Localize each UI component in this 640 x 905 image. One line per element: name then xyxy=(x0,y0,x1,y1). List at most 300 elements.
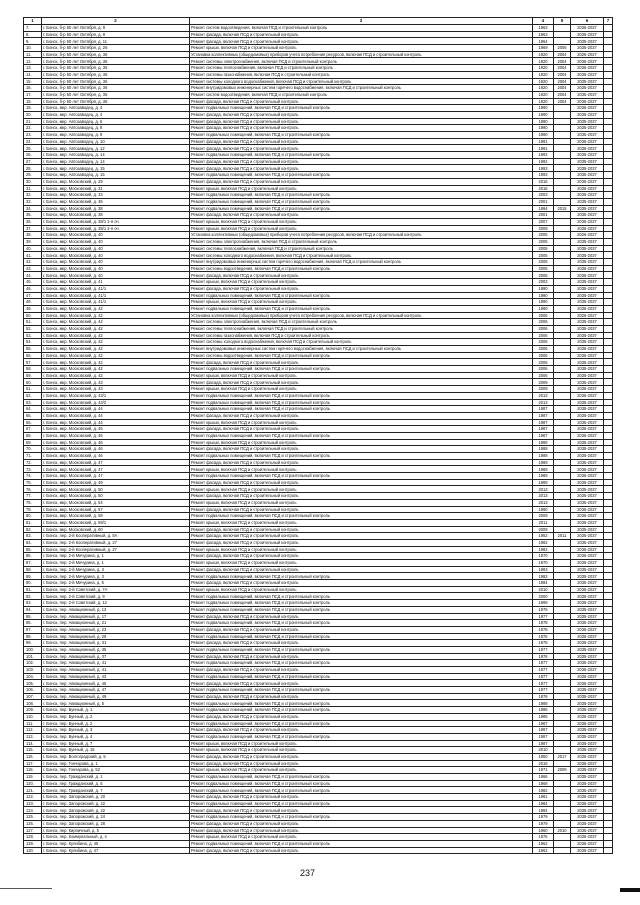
table-cell: 30. xyxy=(24,178,42,185)
table-cell: 2005 xyxy=(533,259,554,266)
table-row xyxy=(24,305,613,312)
table-row xyxy=(24,466,613,473)
table-cell: Ремонт крыши, включая ПСД и строительный контроль xyxy=(190,499,533,506)
table-cell: 66. xyxy=(24,419,42,426)
table-cell: г. Бонск, мкр. Московский, д. 42 xyxy=(42,339,190,346)
table-cell xyxy=(554,386,571,393)
table-cell: 2006 xyxy=(533,339,554,346)
table-cell: 7. xyxy=(24,25,42,32)
table-cell xyxy=(604,760,613,767)
table-cell: г. Бонск, мкр. Московский, д. 42 xyxy=(42,332,190,339)
table-cell xyxy=(604,245,613,252)
table-cell xyxy=(604,38,613,45)
table-row xyxy=(24,533,613,540)
table-cell: 2035-2037 xyxy=(571,379,604,386)
table-cell xyxy=(604,667,613,674)
table-cell xyxy=(604,105,613,112)
table-cell xyxy=(604,138,613,145)
table-cell: 2005 xyxy=(533,272,554,279)
table-cell: 1920 xyxy=(533,58,554,65)
table-cell: 95. xyxy=(24,613,42,620)
table-cell xyxy=(554,252,571,259)
table-cell: 2035-2037 xyxy=(571,693,604,700)
table-cell: Ремонт подвальных помещений, включая ПСД и строительный контроль xyxy=(190,105,533,112)
table-cell: 57. xyxy=(24,359,42,366)
table-cell: Ремонт системы газоснабжения, включая ПСД и строительный контроль xyxy=(190,71,533,78)
table-cell: Ремонт фасада, включая ПСД и строительный контроль xyxy=(190,426,533,433)
table-cell: г. Бонск, мкр. Московский, д. 42 xyxy=(42,319,190,326)
table-row xyxy=(24,225,613,232)
table-cell: 2035-2037 xyxy=(571,212,604,219)
table-cell: Ремонт фасада, включая ПСД и строительный контроль xyxy=(190,820,533,827)
table-cell: Ремонт фасада, включая ПСД и строительный контроль xyxy=(190,533,533,540)
table-cell: г. Бонск, мкр. Московский, д. 40 xyxy=(42,259,190,266)
table-cell xyxy=(604,580,613,587)
table-cell: 1977 xyxy=(533,680,554,687)
table-row xyxy=(24,700,613,707)
table-cell: Ремонт фасада, включая ПСД и строительный контроль xyxy=(190,125,533,132)
table-row xyxy=(24,774,613,781)
table-row xyxy=(24,613,613,620)
table-cell: 121. xyxy=(24,787,42,794)
table-cell: 2035-2037 xyxy=(571,91,604,98)
table-cell: 2035-2037 xyxy=(571,640,604,647)
table-cell: 105. xyxy=(24,680,42,687)
table-cell: 2035-2037 xyxy=(571,546,604,553)
table-cell: 2035-2037 xyxy=(571,513,604,520)
table-cell: 2009 xyxy=(533,513,554,520)
table-cell xyxy=(554,760,571,767)
table-cell: 124. xyxy=(24,807,42,814)
table-cell: 2006 xyxy=(533,312,554,319)
table-cell: Ремонт крыши, включая ПСД и строительный контроль xyxy=(190,560,533,567)
table-cell: 2011 xyxy=(554,533,571,540)
table-cell: 2006 xyxy=(533,359,554,366)
table-cell xyxy=(604,740,613,747)
table-cell: Ремонт фасада, включая ПСД и строительный контроль xyxy=(190,794,533,801)
table-cell: 1984 xyxy=(533,800,554,807)
table-cell xyxy=(604,700,613,707)
table-cell: 1999 xyxy=(533,600,554,607)
table-cell: 1991 xyxy=(533,138,554,145)
table-cell: Ремонт системы газоснабжения, включая ПСД и строительный контроль xyxy=(190,332,533,339)
table-cell: 1970 xyxy=(533,560,554,567)
table-cell: 2016 xyxy=(533,185,554,192)
table-cell: Ремонт подвальных помещений, включая ПСД и строительный контроль xyxy=(190,673,533,680)
table-cell: Ремонт подвальных помещений, включая ПСД и строительный контроль xyxy=(190,600,533,607)
table-cell: 93. xyxy=(24,600,42,607)
table-row xyxy=(24,432,613,439)
table-row xyxy=(24,111,613,118)
table-cell: г. Бонск, пер. Авиационный, д. 49 xyxy=(42,693,190,700)
table-cell xyxy=(604,25,613,32)
table-cell: 28. xyxy=(24,165,42,172)
table-cell: 100. xyxy=(24,646,42,653)
table-cell: 2035-2037 xyxy=(571,553,604,560)
table-cell: 2035-2037 xyxy=(571,372,604,379)
table-cell: 70. xyxy=(24,446,42,453)
table-cell: 51. xyxy=(24,319,42,326)
table-cell: 2006 xyxy=(554,45,571,52)
table-cell xyxy=(604,366,613,373)
table-cell xyxy=(604,359,613,366)
table-cell xyxy=(604,392,613,399)
table-cell xyxy=(604,727,613,734)
table-cell xyxy=(554,774,571,781)
table-cell xyxy=(554,593,571,600)
table-cell: г. Бонск, пер. 2-й Мичурина, д. 1 xyxy=(42,560,190,567)
table-cell: 2035-2037 xyxy=(571,319,604,326)
table-cell xyxy=(604,519,613,526)
table-cell: Ремонт подвальных помещений, включая ПСД и строительный контроль xyxy=(190,733,533,740)
table-cell: 1987 xyxy=(533,419,554,426)
table-cell: Ремонт подвальных помещений, включая ПСД и строительный контроль xyxy=(190,172,533,179)
table-row xyxy=(24,125,613,132)
table-cell: 1987 xyxy=(533,720,554,727)
table-row xyxy=(24,58,613,65)
table-cell: 1994 xyxy=(533,205,554,212)
table-cell: 2035-2037 xyxy=(571,486,604,493)
table-cell: Ремонт фасада, включая ПСД и строительный контроль xyxy=(190,553,533,560)
table-cell xyxy=(604,626,613,633)
table-cell: г. Бонск, пер. Гражданский, д. 1 xyxy=(42,774,190,781)
table-cell: 2035-2037 xyxy=(571,533,604,540)
table-row xyxy=(24,285,613,292)
table-cell: 2035-2037 xyxy=(571,787,604,794)
table-cell xyxy=(604,560,613,567)
table-cell: 1990 xyxy=(533,285,554,292)
table-row xyxy=(24,847,613,854)
table-cell xyxy=(554,740,571,747)
table-cell: 2009 xyxy=(533,379,554,386)
table-row xyxy=(24,673,613,680)
table-row xyxy=(24,25,613,32)
table-cell: Ремонт крыши, включая ПСД и строительный контроль xyxy=(190,279,533,286)
table-cell: Ремонт фасада, включая ПСД и строительный контроль xyxy=(190,493,533,500)
table-cell: г. Бонск, пер. Авиационный, д. 13 xyxy=(42,606,190,613)
table-row xyxy=(24,740,613,747)
table-cell xyxy=(604,780,613,787)
table-row xyxy=(24,212,613,219)
table-cell: 44. xyxy=(24,272,42,279)
table-cell: Ремонт фасада, включая ПСД и строительный контроль xyxy=(190,526,533,533)
table-cell: 2006 xyxy=(533,372,554,379)
table-cell xyxy=(604,820,613,827)
table-cell: г. Бонск, мкр. Московский, д. 41/1 xyxy=(42,292,190,299)
table-cell: 2035-2037 xyxy=(571,586,604,593)
table-cell xyxy=(604,513,613,520)
table-cell xyxy=(604,152,613,159)
table-cell xyxy=(604,312,613,319)
table-cell: 1983 xyxy=(533,566,554,573)
table-cell xyxy=(604,419,613,426)
table-cell: 31. xyxy=(24,185,42,192)
table-cell: 2035-2037 xyxy=(571,192,604,199)
table-cell: Ремонт фасада, включая ПСД и строительный контроль xyxy=(190,379,533,386)
table-cell xyxy=(604,499,613,506)
table-cell: 16. xyxy=(24,85,42,92)
table-cell: Ремонт подвальных помещений, включая ПСД и строительный контроль xyxy=(190,707,533,714)
table-cell: Установка коллективных (общедомовых) приборов учета потребления ресурсов, включая ПСД и строительный контроль xyxy=(190,232,533,239)
header-row xyxy=(24,18,613,25)
table-cell: 1920 xyxy=(533,65,554,72)
table-row xyxy=(24,325,613,332)
table-row xyxy=(24,98,613,105)
table-cell: 1990 xyxy=(533,299,554,306)
table-cell: 1969 xyxy=(533,45,554,52)
table-cell xyxy=(604,814,613,821)
table-cell: 1984 xyxy=(533,807,554,814)
table-cell: Установка коллективных (общедомовых) приборов учета потребления ресурсов, включая ПСД и строительный контроль xyxy=(190,51,533,58)
table-cell: 2035-2037 xyxy=(571,45,604,52)
table-cell xyxy=(554,138,571,145)
table-cell: Ремонт системы теплоснабжения, включая ПСД и строительный контроль xyxy=(190,65,533,72)
table-cell xyxy=(604,479,613,486)
table-cell: 2035-2037 xyxy=(571,753,604,760)
table-cell: г. Бонск, мкр. Московский, д. 49 xyxy=(42,479,190,486)
table-cell: 2035-2037 xyxy=(571,265,604,272)
table-cell: Ремонт подвальных помещений, включая ПСД и строительный контроль xyxy=(190,513,533,520)
table-cell xyxy=(604,733,613,740)
table-cell: 2004 xyxy=(554,85,571,92)
table-cell: Ремонт крыши, включая ПСД и строительный контроль xyxy=(190,299,533,306)
table-cell xyxy=(604,305,613,312)
table-cell: 1988 xyxy=(533,453,554,460)
table-cell: 72. xyxy=(24,459,42,466)
table-cell xyxy=(554,399,571,406)
table-cell xyxy=(554,31,571,38)
table-row xyxy=(24,780,613,787)
table-row xyxy=(24,499,613,506)
table-cell: г. Бонск, мкр. Московский, д. 42 xyxy=(42,305,190,312)
table-cell: Ремонт фасада, включая ПСД и строительный контроль xyxy=(190,158,533,165)
table-cell: Ремонт подвальных помещений, включая ПСД и строительный контроль xyxy=(190,453,533,460)
table-cell: 87. xyxy=(24,560,42,567)
table-cell: Ремонт внутридомовых инженерных систем горячего водоснабжения, включая ПСД и строительный контроль xyxy=(190,85,533,92)
table-cell: г. Бонск, мкр. Автозаводец, д. 4 xyxy=(42,105,190,112)
table-cell: г. Бонск, пер. Авиационный, д. 37 xyxy=(42,653,190,660)
table-cell: 1962 xyxy=(533,840,554,847)
table-cell: Ремонт фасада, включая ПСД и строительный контроль xyxy=(190,640,533,647)
table-cell: 107. xyxy=(24,693,42,700)
table-cell xyxy=(604,687,613,694)
table-cell: 2035-2037 xyxy=(571,526,604,533)
table-cell xyxy=(604,613,613,620)
table-row xyxy=(24,640,613,647)
table-cell: 125. xyxy=(24,814,42,821)
table-cell: г. Бонск, пер. 2-й Кооперативный, д. 27 xyxy=(42,539,190,546)
table-cell: 2004 xyxy=(554,91,571,98)
table-cell xyxy=(604,332,613,339)
table-cell: Ремонт фасада, включая ПСД и строительный контроль xyxy=(190,539,533,546)
table-cell: 115. xyxy=(24,747,42,754)
table-cell: 94. xyxy=(24,606,42,613)
table-cell xyxy=(604,466,613,473)
table-cell: Ремонт фасада, включая ПСД и строительный контроль xyxy=(190,98,533,105)
table-cell: г. Бонск, пер. Авиационный, д. 41 xyxy=(42,667,190,674)
table-cell xyxy=(604,526,613,533)
table-cell: 1975 xyxy=(533,606,554,613)
table-row xyxy=(24,91,613,98)
table-cell: Ремонт подвальных помещений, включая ПСД и строительный контроль xyxy=(190,399,533,406)
table-cell: Ремонт фасада, включая ПСД и строительный контроль xyxy=(190,667,533,674)
table-cell xyxy=(604,646,613,653)
table-cell: 2009 xyxy=(533,225,554,232)
table-cell xyxy=(554,506,571,513)
table-cell xyxy=(554,459,571,466)
table-cell: 2035-2037 xyxy=(571,419,604,426)
table-cell: 22. xyxy=(24,125,42,132)
table-cell: г. Бонск, пер. Бунный, д. 2 xyxy=(42,713,190,720)
table-cell: г. Бонск, мкр. Автозаводец, д. 6 xyxy=(42,118,190,125)
table-cell xyxy=(554,272,571,279)
table-cell: 1990 xyxy=(533,125,554,132)
table-cell xyxy=(554,780,571,787)
table-cell: г. Бонск, мкр. Московский, д. 47 xyxy=(42,473,190,480)
table-cell: г. Бонск, пер. 2-й Кооперативный, д. 27 xyxy=(42,546,190,553)
table-row xyxy=(24,800,613,807)
table-cell: 117. xyxy=(24,760,42,767)
table-cell: 1963 xyxy=(533,25,554,32)
table-cell: 1978 xyxy=(533,653,554,660)
table-cell: г. Бонск, пер. Гончарова, д. 52 xyxy=(42,767,190,774)
table-row xyxy=(24,279,613,286)
table-cell: 34. xyxy=(24,205,42,212)
table-row xyxy=(24,767,613,774)
table-cell: 91. xyxy=(24,586,42,593)
table-cell: г. Бонск, мкр. Московский, д. 33 xyxy=(42,192,190,199)
table-row xyxy=(24,733,613,740)
table-cell: Ремонт фасада, включая ПСД и строительный контроль xyxy=(190,178,533,185)
table-cell xyxy=(604,606,613,613)
table-cell xyxy=(554,419,571,426)
table-cell: Ремонт системы холодного водоснабжения, включая ПСД и строительный контроль xyxy=(190,339,533,346)
table-cell: 25. xyxy=(24,145,42,152)
table-cell xyxy=(554,245,571,252)
table-cell: 2035-2037 xyxy=(571,346,604,353)
table-cell xyxy=(554,626,571,633)
header-cell: 3 xyxy=(190,18,533,25)
table-row xyxy=(24,105,613,112)
table-cell xyxy=(554,145,571,152)
table-cell: 1920 xyxy=(533,78,554,85)
table-cell: 2035-2037 xyxy=(571,667,604,674)
table-cell: г. Бонск, пер. Бунный, д. 16 xyxy=(42,747,190,754)
table-cell: 1971 xyxy=(533,767,554,774)
table-cell: 2026-2027 xyxy=(571,232,604,239)
table-cell: 111. xyxy=(24,720,42,727)
table-cell xyxy=(554,232,571,239)
table-cell: Ремонт внутридомовых инженерных систем горячего водоснабжения, включая ПСД и строительный контроль xyxy=(190,346,533,353)
table-cell: 2013 xyxy=(533,499,554,506)
table-cell: 2035-2037 xyxy=(571,499,604,506)
table-cell: 2026-2027 xyxy=(571,312,604,319)
table-cell: 2035-2037 xyxy=(571,245,604,252)
table-cell xyxy=(554,834,571,841)
table-cell: г. Бонск, мкр. Московский, д. 44 xyxy=(42,412,190,419)
table-cell: 2035-2037 xyxy=(571,198,604,205)
table-row xyxy=(24,51,613,58)
table-row xyxy=(24,31,613,38)
table-cell xyxy=(604,747,613,754)
table-cell: г. Бонск, мкр. Автозаводец, д. 15 xyxy=(42,165,190,172)
table-cell: 2035-2037 xyxy=(571,834,604,841)
table-row xyxy=(24,693,613,700)
table-cell xyxy=(604,132,613,139)
table-cell: 12. xyxy=(24,58,42,65)
table-cell: 2009 xyxy=(533,386,554,393)
table-cell xyxy=(554,412,571,419)
table-row xyxy=(24,580,613,587)
header-cell: 4 xyxy=(533,18,554,25)
table-cell: 1985 xyxy=(533,707,554,714)
table-row xyxy=(24,245,613,252)
table-cell: 2035-2037 xyxy=(571,727,604,734)
table-cell: 2004 xyxy=(554,98,571,105)
table-cell: г. Бонск, мкр. Московский, д. 43/2 xyxy=(42,399,190,406)
table-cell: Ремонт крыши, включая ПСД и строительный контроль xyxy=(190,586,533,593)
table-cell xyxy=(604,586,613,593)
table-cell xyxy=(604,493,613,500)
table-row xyxy=(24,486,613,493)
table-cell: 2035-2037 xyxy=(571,633,604,640)
table-cell xyxy=(554,787,571,794)
table-cell xyxy=(604,680,613,687)
table-cell xyxy=(554,800,571,807)
table-cell xyxy=(554,814,571,821)
table-cell: г. Бонск, пер. Запорожский, д. 24 xyxy=(42,814,190,821)
table-cell: г. Бонск, мкр. Московский, д. 40 xyxy=(42,265,190,272)
table-cell xyxy=(554,158,571,165)
table-cell: 2035-2037 xyxy=(571,399,604,406)
table-cell: 2004 xyxy=(554,65,571,72)
table-row xyxy=(24,239,613,246)
table-cell xyxy=(554,132,571,139)
table-row xyxy=(24,680,613,687)
table-cell xyxy=(604,252,613,259)
table-cell xyxy=(554,352,571,359)
table-row xyxy=(24,814,613,821)
table-cell: 58. xyxy=(24,366,42,373)
table-cell xyxy=(604,98,613,105)
table-cell: 2035-2037 xyxy=(571,620,604,627)
table-cell: 2035-2037 xyxy=(571,352,604,359)
table-cell: Ремонт фасада, включая ПСД и строительный контроль xyxy=(190,111,533,118)
table-cell xyxy=(604,426,613,433)
table-cell: 33. xyxy=(24,198,42,205)
table-cell xyxy=(604,118,613,125)
table-cell: 85. xyxy=(24,546,42,553)
table-cell xyxy=(604,720,613,727)
table-row xyxy=(24,667,613,674)
table-cell: г. Бонск, мкр. Московский, д. 44 xyxy=(42,406,190,413)
table-cell xyxy=(554,292,571,299)
table-cell: 1989 xyxy=(533,479,554,486)
table-cell: 2035-2037 xyxy=(571,138,604,145)
table-cell: Ремонт подвальных помещений, включая ПСД и строительный контроль xyxy=(190,192,533,199)
table-cell xyxy=(604,212,613,219)
table-cell: 1982 xyxy=(533,539,554,546)
table-cell: 11. xyxy=(24,51,42,58)
table-cell: 78. xyxy=(24,499,42,506)
table-cell xyxy=(554,566,571,573)
table-cell: Ремонт подвальных помещений, включая ПСД и строительный контроль xyxy=(190,432,533,439)
table-cell: 2004 xyxy=(554,58,571,65)
table-row xyxy=(24,165,613,172)
table-cell xyxy=(604,65,613,72)
table-cell: 109. xyxy=(24,707,42,714)
table-cell: Ремонт фасада, включая ПСД и строительный контроль xyxy=(190,412,533,419)
